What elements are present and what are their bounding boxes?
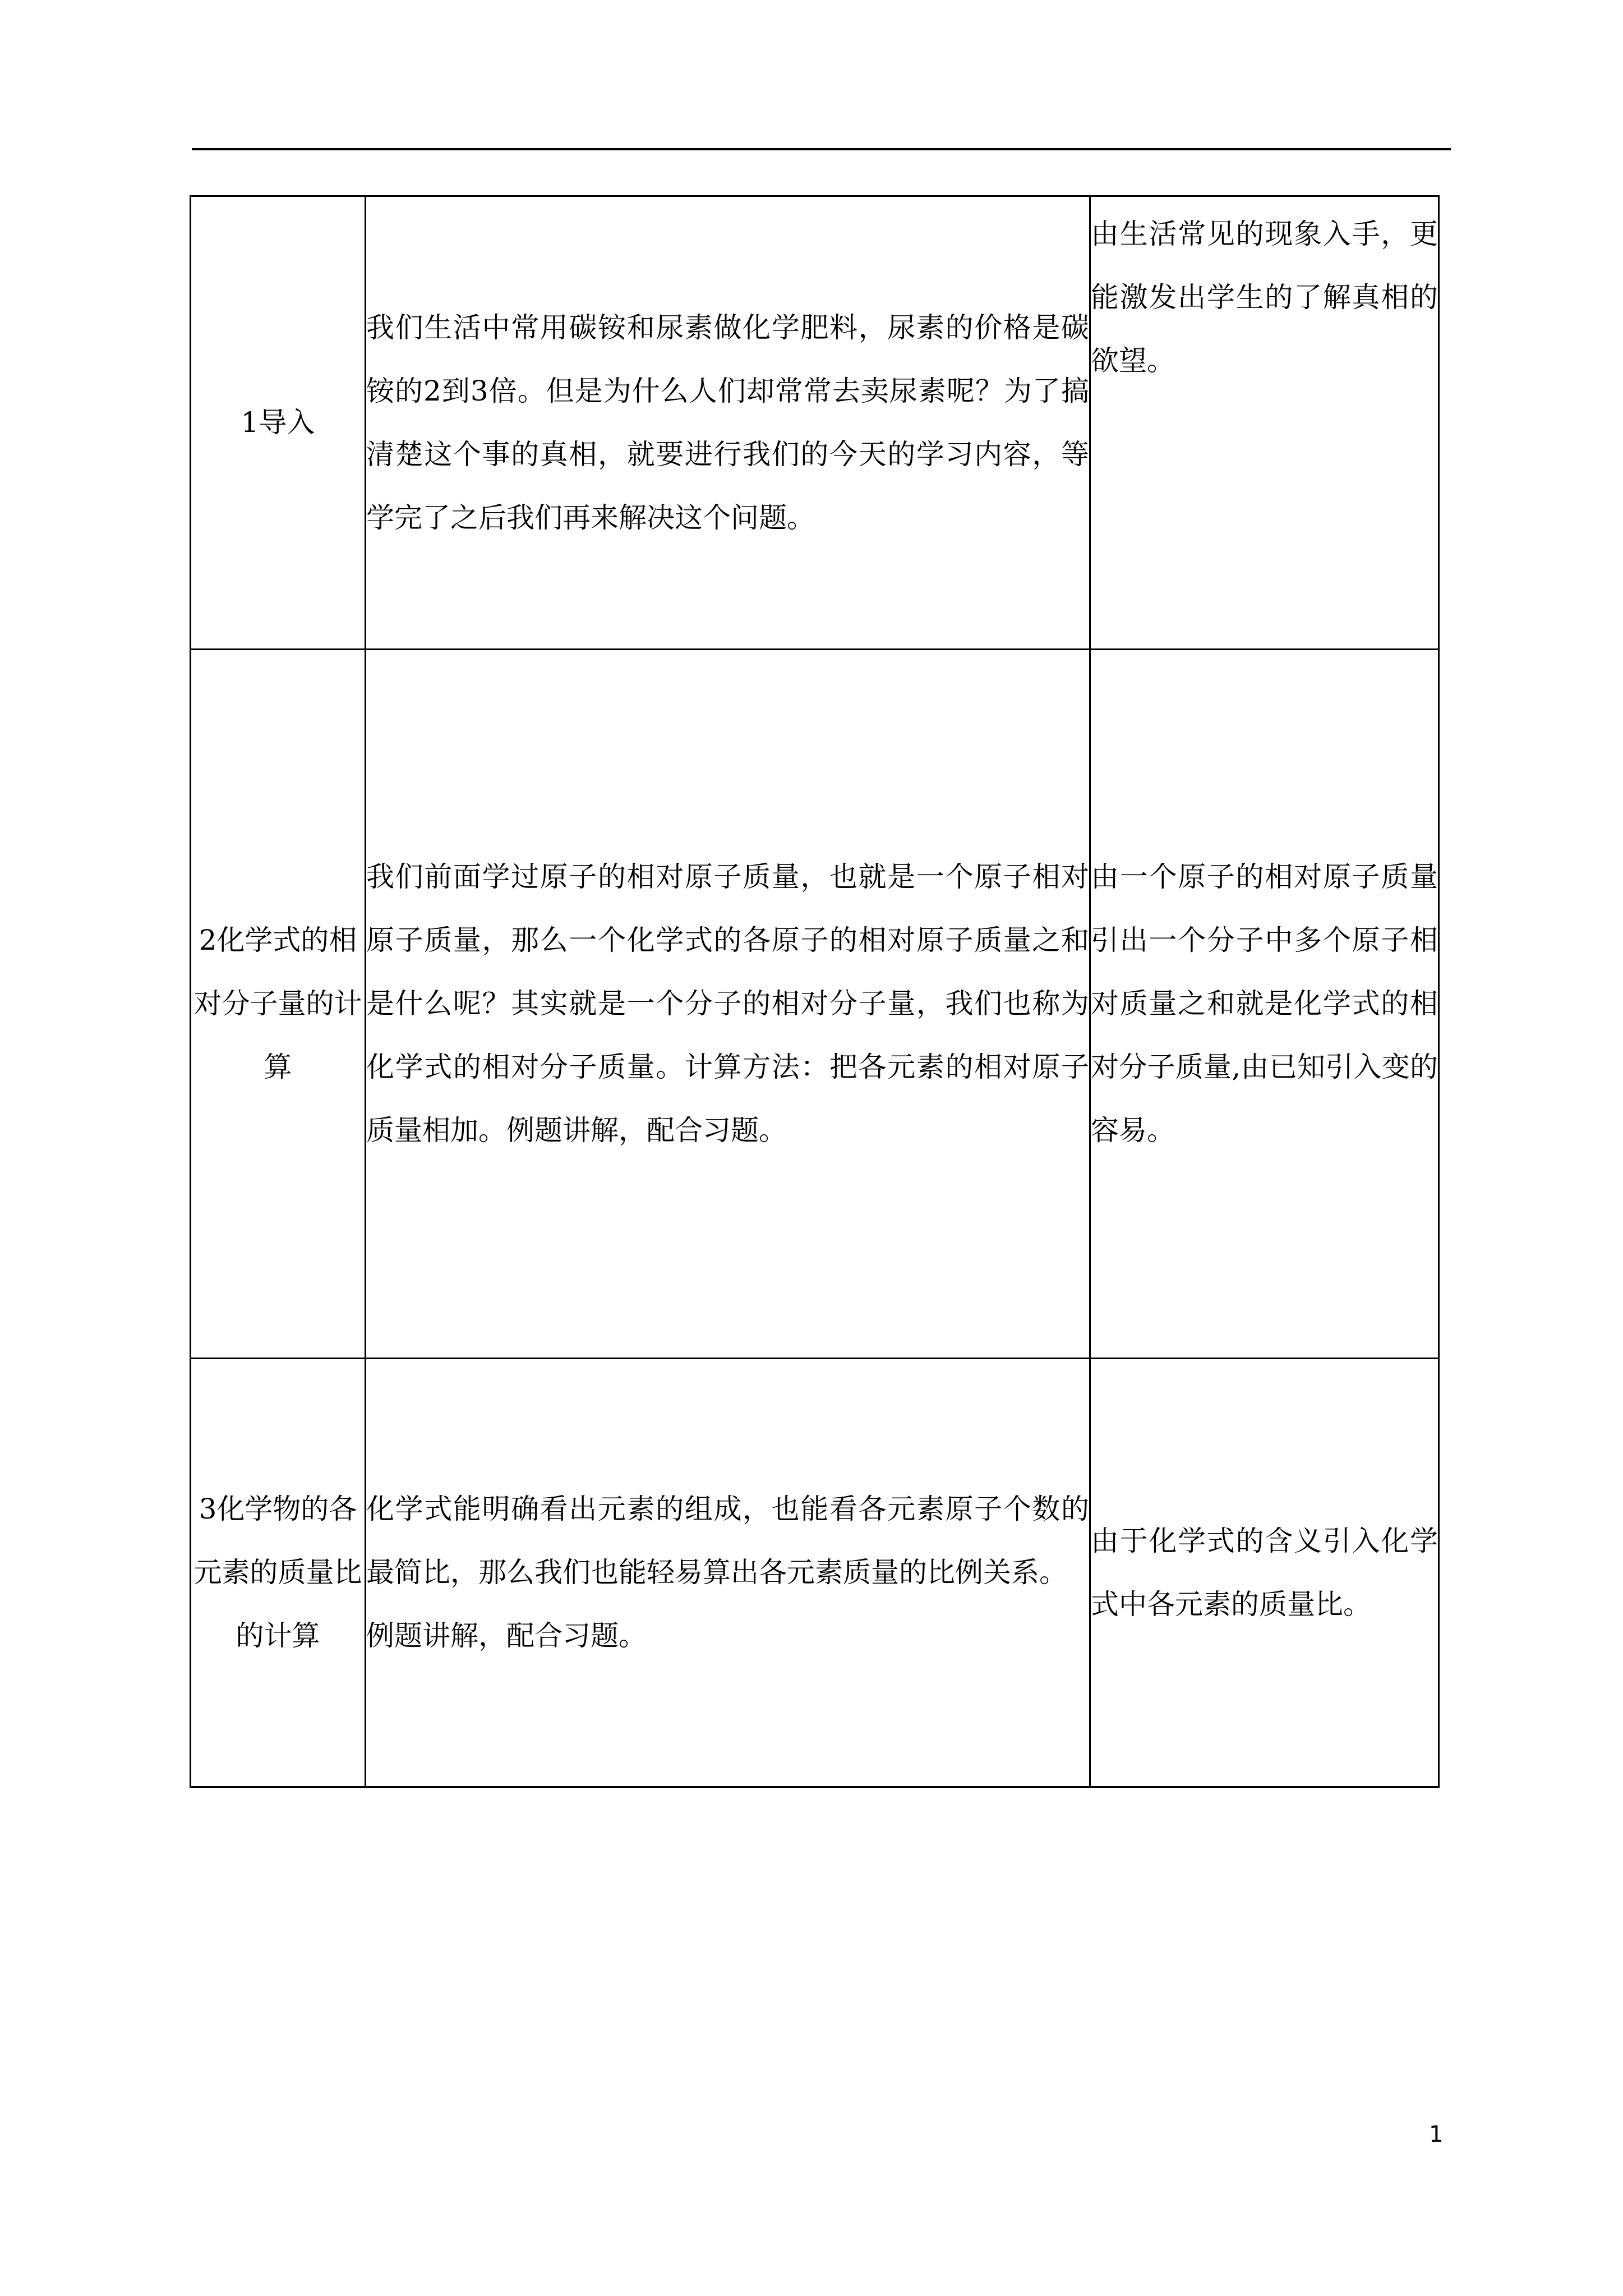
content-text: 化学式能明确看出元素的组成，也能看各元素原子个数的最简比，那么我们也能轻易算出各元素质量的比例关系。 (366, 1493, 1089, 1589)
purpose-cell (1090, 650, 1439, 1359)
content-cell (366, 650, 1090, 1359)
table-row (191, 650, 1439, 1359)
step-cell (191, 196, 366, 650)
content-text: 我们前面学过原子的相对原子质量，也就是一个原子相对原子质量，那么一个化学式的各原子的相对原子质量之和是什么呢？其实就是一个分子的相对分子量，我们也称为化学式的相对分子质量。计算方法：把各元素的相对原子质量相加。例题讲解，配合习题。 (366, 861, 1089, 1147)
page-number: 1 (1429, 2122, 1444, 2147)
purpose-text: 由于化学式的含义引入化学式中各元素的质量比。 (1091, 1524, 1438, 1621)
step-label: 1导入 (241, 406, 315, 439)
purpose-cell (1090, 1359, 1439, 1787)
step-label: 3化学物的各元素的质量比的计算 (193, 1493, 362, 1652)
content-cell (366, 196, 1090, 650)
purpose-text: 由生活常见的现象入手，更能激发出学生的了解真相的欲望。 (1091, 218, 1438, 377)
table-row (191, 196, 1439, 650)
lesson-plan-table (190, 195, 1440, 1788)
table-row (191, 1359, 1439, 1787)
step-label: 2化学式的相对分子量的计算 (193, 924, 362, 1083)
step-cell (191, 650, 366, 1359)
step-cell (191, 1359, 366, 1787)
content-cell (366, 1359, 1090, 1787)
content-text-2: 例题讲解，配合习题。 (366, 1619, 647, 1652)
purpose-cell (1090, 196, 1439, 650)
header-rule (192, 148, 1451, 150)
content-text: 我们生活中常用碳铵和尿素做化学肥料，尿素的价格是碳铵的2到3倍。但是为什么人们却常常去卖尿素呢？为了搞清楚这个事的真相，就要进行我们的今天的学习内容，等学完了之后我们再来解决这个问题。 (366, 311, 1089, 534)
purpose-text: 由一个原子的相对原子质量引出一个分子中多个原子相对质量之和就是化学式的相对分子质量,由已知引入变的容易。 (1091, 861, 1438, 1147)
